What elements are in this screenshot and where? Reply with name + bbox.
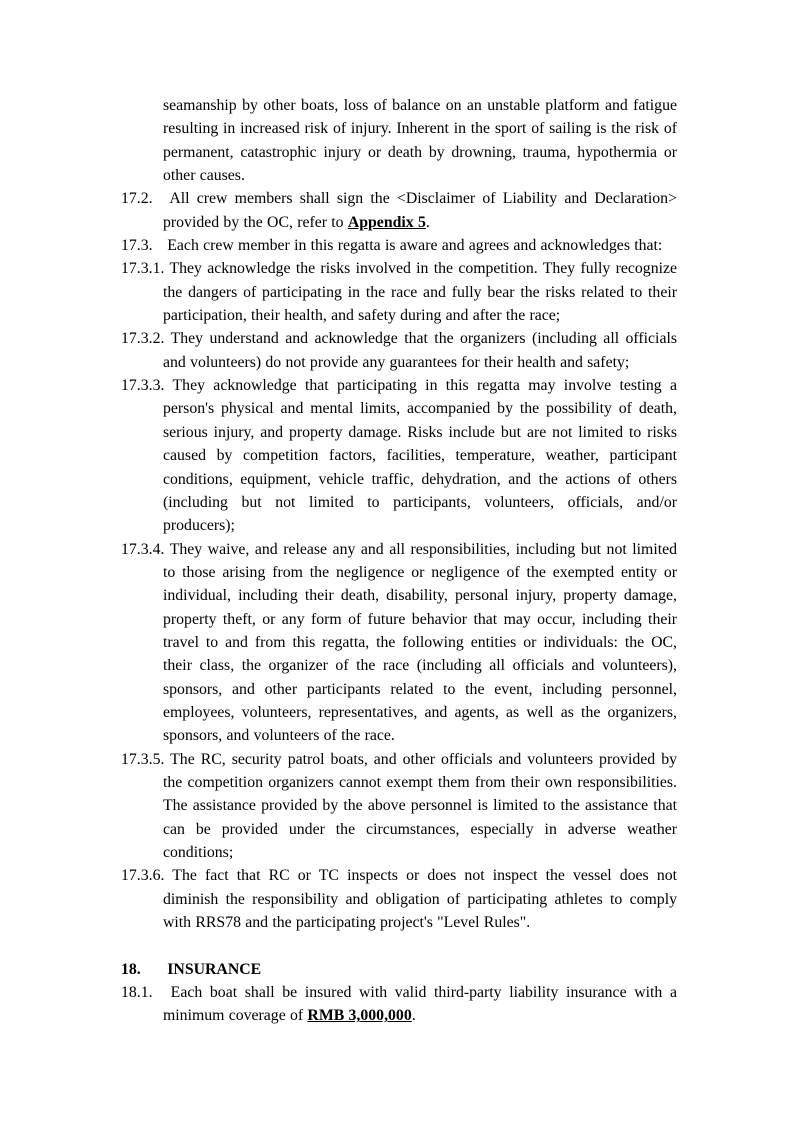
clause-17-2 — [121, 187, 677, 234]
section-18-heading — [121, 958, 677, 981]
clause-number: 18.1. — [121, 984, 153, 1002]
clause-number: 17.3.2. — [121, 330, 165, 348]
clause-18-1 — [121, 981, 677, 1028]
clause-number: 17.3.4. — [121, 540, 165, 558]
appendix-5-reference: Appendix 5 — [347, 213, 426, 231]
clause-text: They waive, and release any and all responsibilities, including but not limited to those arising from the negligence or negligence of the exempted entity or individual, including their death, disability, personal injury, property damage, property theft, or any form of future behavior that may occur, including their travel to and from this regatta, the following entities or individuals: the OC, their class, the organizer of the race (including all officials and volunteers), sponsors, and other participants related to the event, including personnel, employees, volunteers, representatives, and agents, as well as the organizers, sponsors, and volunteers of the race. — [163, 540, 678, 745]
clause-text: All crew members shall sign the <Disclaimer of Liability and Declaration> provided by the OC, refer to — [163, 190, 677, 231]
section-title: INSURANCE — [167, 960, 262, 978]
clause-text: They understand and acknowledge that the organizers (including all officials and volunteers) do not provide any guarantees for their health and safety; — [163, 330, 677, 371]
clause-17-3-5 — [121, 748, 677, 865]
clause-17-1-continuation — [121, 94, 677, 187]
clause-17-3 — [121, 234, 677, 257]
clause-text-end: . — [425, 213, 430, 231]
clause-text: seamanship by other boats, loss of balance on an unstable platform and fatigue resulting in increased risk of injury. Inherent in the sport of sailing is the risk of permanent, catastrophic injury or death by drowning, trauma, hypothermia or other causes. — [163, 97, 677, 185]
clause-17-3-1 — [121, 257, 677, 327]
clause-17-3-2 — [121, 327, 677, 374]
clause-text: Each boat shall be insured with valid third-party liability insurance with a minimum coverage of — [163, 984, 678, 1025]
clause-text: The RC, security patrol boats, and other officials and volunteers provided by the competition organizers cannot exempt them from their own responsibilities. The assistance provided by the above personnel is limited to the assistance that can be provided under the circumstances, especially in adverse weather conditions; — [163, 750, 677, 861]
clause-17-3-3 — [121, 374, 677, 537]
clause-17-3-6 — [121, 864, 677, 934]
clause-number: 17.3.3. — [121, 377, 165, 395]
clause-number: 17.3.5. — [121, 750, 165, 768]
insurance-amount: RMB 3,000,000 — [307, 1007, 412, 1025]
section-number: 18. — [121, 960, 141, 978]
clause-number: 17.3. — [121, 237, 153, 255]
clause-17-3-4 — [121, 538, 677, 748]
clause-text: Each crew member in this regatta is aware and agrees and acknowledges that: — [167, 237, 663, 255]
clause-text: They acknowledge the risks involved in the competition. They fully recognize the dangers of participating in the race and fully bear the risks related to their participation, their health, and safety during and after the race; — [163, 260, 677, 325]
clause-number: 17.3.6. — [121, 867, 165, 885]
clause-number: 17.3.1. — [121, 260, 165, 278]
clause-text: The fact that RC or TC inspects or does not inspect the vessel does not diminish the responsibility and obligation of participating athletes to comply with RRS78 and the participating project's "Level Rules". — [163, 867, 678, 932]
clause-text-end: . — [411, 1007, 416, 1025]
clause-text: They acknowledge that participating in this regatta may involve testing a person's physical and mental limits, accompanied by the possibility of death, serious injury, and property damage. Risks include but are not limited to risks caused by competition factors, facilities, temperature, weather, participant conditions, equipment, vehicle traffic, dehydration, and the actions of others (including but not limited to participants, volunteers, officials, and/or producers); — [163, 377, 678, 535]
clause-number: 17.2. — [121, 190, 153, 208]
